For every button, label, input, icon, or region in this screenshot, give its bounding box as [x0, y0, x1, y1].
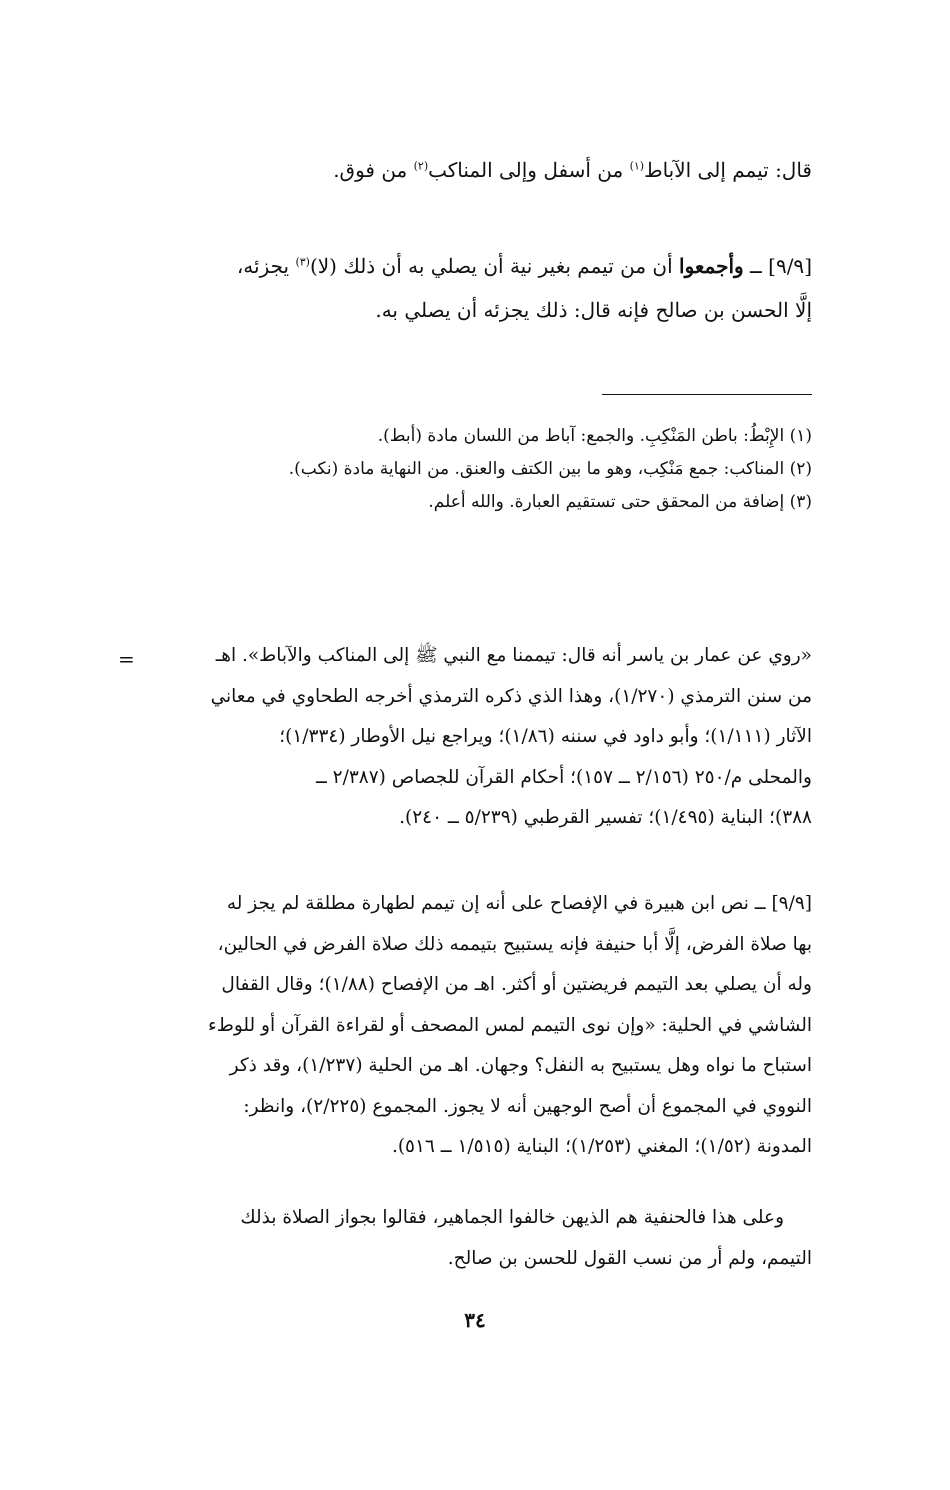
text-line [132, 148, 812, 192]
text-line: [٩/٩] ــ نص ابن هبيرة في الإفصاح على أنه إن تيمم لطهارة مطلقة لم يجز له [226, 893, 812, 914]
footnote-ref: (١) [629, 159, 645, 173]
text-run: قال: تيمم إلى الآباط [644, 158, 812, 182]
keyword-bold: وأجمعوا [679, 254, 744, 278]
text-line: وعلى هذا فالحنفية هم الذيهن خالفوا الجماهير، فقالوا بجواز الصلاة بذلك [240, 1207, 784, 1228]
continuation-marker: = [118, 647, 135, 671]
text-line: بها صلاة الفرض، إلَّا أبا حنيفة فإنه يستبيح بتيممه ذلك صلاة الفرض في الحالين، [217, 933, 812, 955]
text-line: المدونة (١/٥٢)؛ المغني (١/٢٥٣)؛ البناية (١/٥١٥ ــ ٥١٦). [391, 1136, 812, 1157]
text-line: الشاشي في الحلية: «وإن نوى التيمم لمس المصحف أو لقراءة القرآن أو للوطء [208, 1014, 812, 1036]
text-run: من أسفل وإلى المناكب [428, 158, 630, 182]
text-line: «روي عن عمار بن ياسر أنه قال: تيممنا مع النبي ﷺ إلى المناكب والآباط». اهـ [215, 645, 812, 666]
footnote-ref: (٣) [295, 255, 310, 269]
text-line: والمحلى م/٢٥٠ (٢/١٥٦ ــ ١٥٧)؛ أحكام القرآن للجصاص (٢/٣٨٧ ــ [315, 766, 812, 788]
text-section-2 [132, 244, 812, 332]
commentary-paragraph-2 [132, 1198, 812, 1279]
section-reference: [٩/٩] ــ [743, 254, 812, 278]
text-line: ٣٨٨)؛ البناية (١/٤٩٥)؛ تفسير القرطبي (٥/٢٣٩ ــ ٢٤٠). [399, 807, 812, 828]
footnote-1: (١) الإِبْطُ: باطن المَنْكِبِ. والجمع: آباط من اللسان مادة (أبط). [377, 426, 812, 446]
text-line: استباح ما نواه وهل يستبيح به النفل؟ وجهان. اهـ من الحلية (١/٢٣٧)، وقد ذكر [229, 1055, 812, 1076]
page-number: ٣٤ [464, 1308, 486, 1332]
text-line: النووي في المجموع أن أصح الوجهين أنه لا يجوز. المجموع (٢/٢٢٥)، وانظر: [243, 1095, 812, 1117]
text-line: من سنن الترمذي (١/٢٧٠)، وهذا الذي ذكره الترمذي أخرجه الطحاوي في معاني [210, 685, 812, 707]
text-line: وله أن يصلي بعد التيمم فريضتين أو أكثر. اهـ من الإفصاح (١/٨٨)؛ وقال القفال [221, 974, 812, 995]
footnote-2: (٢) المناكب: جمع مَنْكِب، وهو ما بين الكتف والعنق. من النهاية مادة (نكب). [288, 459, 812, 479]
text-line: الآثار (١/١١١)؛ وأبو داود في سننه (١/٨٦)؛ ويراجع نيل الأوطار (١/٣٣٤)؛ [279, 726, 812, 747]
text-run: أن من تيمم بغير نية أن يصلي به أن ذلك (لا) [309, 254, 680, 278]
footnote-ref: (٢) [413, 159, 429, 173]
text-run: من فوق. [333, 158, 414, 182]
commentary-paragraph-1 [132, 884, 812, 1168]
continuation-note [132, 636, 812, 839]
footnotes [132, 420, 812, 519]
footnote-divider [602, 394, 812, 395]
footnote-3: (٣) إضافة من المحقق حتى تستقيم العبارة. والله أعلم. [428, 492, 812, 512]
text-section-1 [132, 148, 812, 192]
text-line [132, 244, 812, 288]
text-line: إلَّا الحسن بن صالح فإنه قال: ذلك يجزئه أن يصلي به. [375, 298, 812, 322]
text-line: التيمم، ولم أر من نسب القول للحسن بن صالح. [447, 1247, 812, 1269]
text-run: يجزئه، [236, 254, 296, 278]
